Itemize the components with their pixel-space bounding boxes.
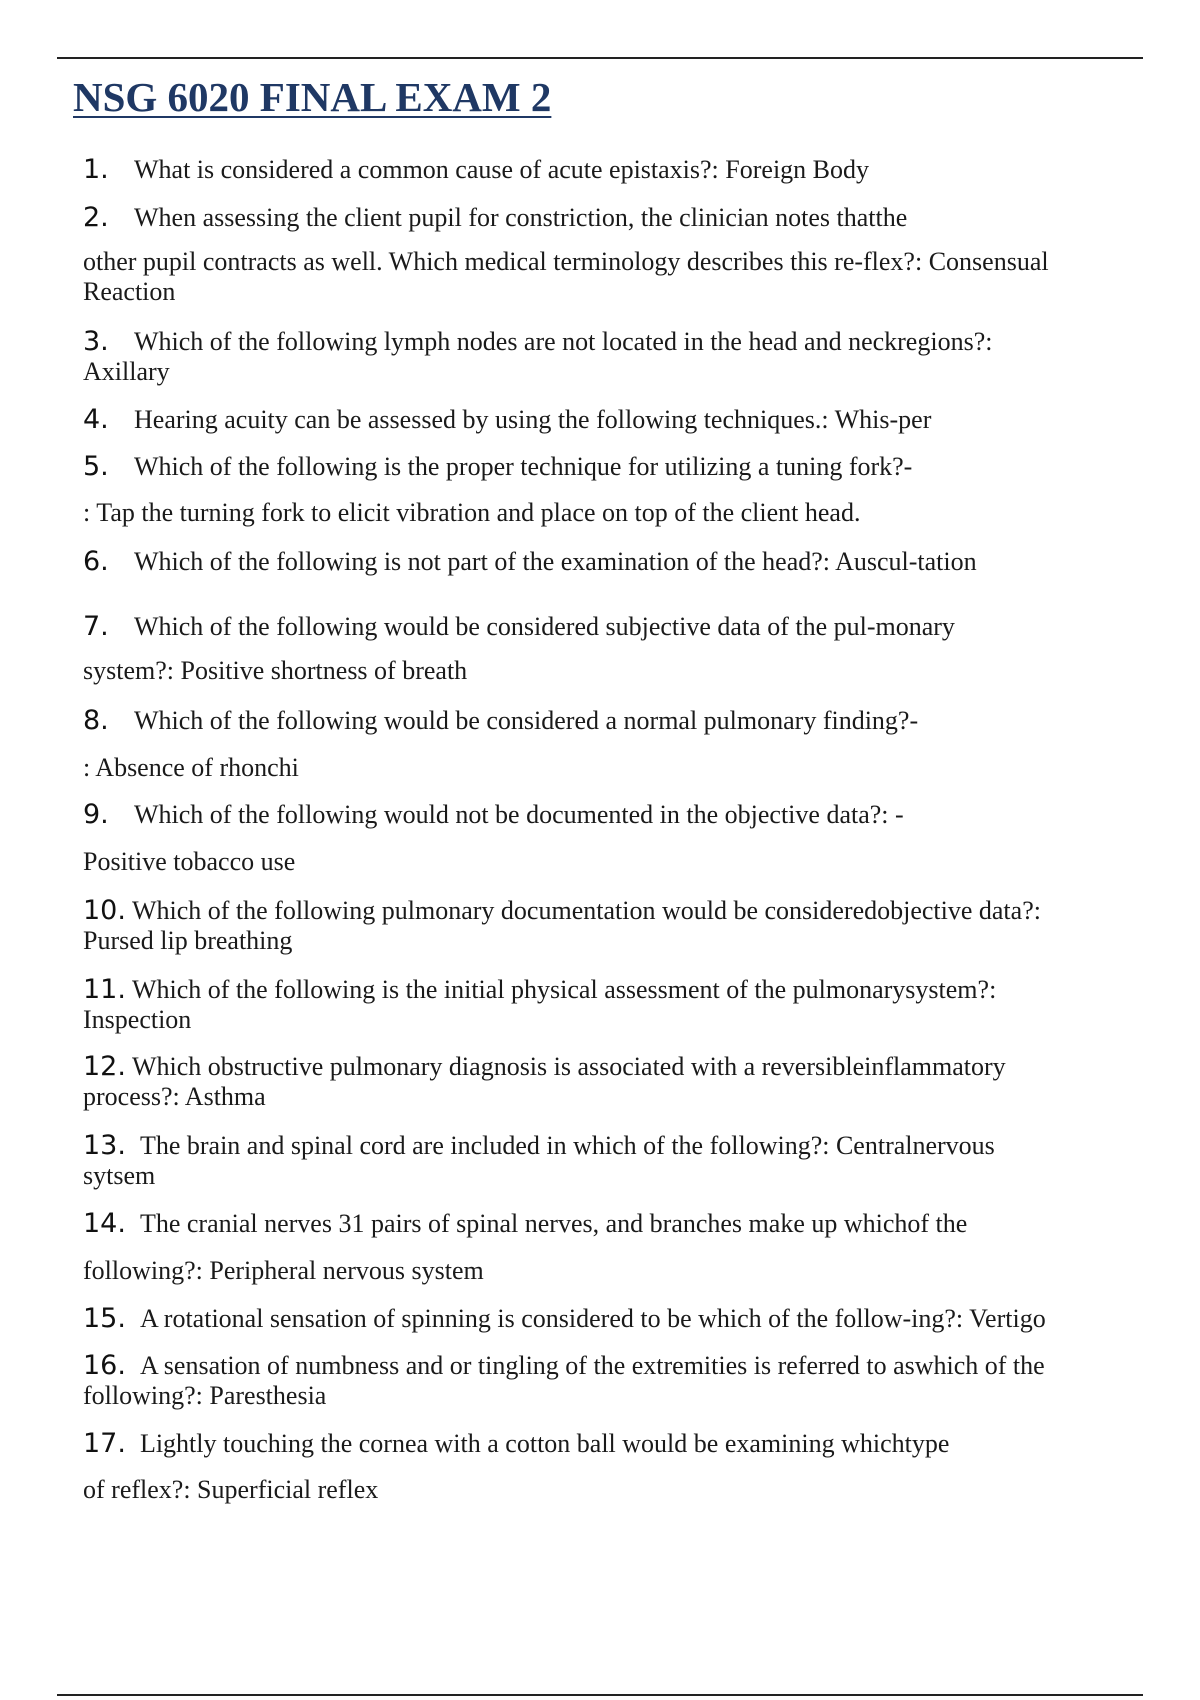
question-text: Which obstructive pulmonary diagnosis is associated with a reversibleinflammatory [131, 1052, 1006, 1081]
question-4 [83, 405, 1135, 435]
question-text: Hearing acuity can be assessed by using the following techniques.: Whis-per [134, 405, 932, 434]
question-14 [83, 1209, 1135, 1286]
question-number: 5. [83, 451, 109, 482]
question-text: The cranial nerves 31 pairs of spinal nerves, and branches make up whichof the [139, 1209, 968, 1238]
question-text-continued: following?: Peripheral nervous system [83, 1256, 484, 1285]
question-text: Which of the following is the proper technique for utilizing a tuning fork?- [134, 452, 913, 481]
question-text: Which of the following would not be documented in the objective data?: - [134, 800, 904, 829]
question-text-continued: process?: Asthma [83, 1082, 266, 1111]
question-number: 14. [83, 1208, 126, 1239]
question-text: When assessing the client pupil for constriction, the clinician notes thatthe [134, 203, 908, 232]
question-text: Which of the following is not part of the examination of the head?: Auscul-tation [134, 547, 977, 576]
question-text: A rotational sensation of spinning is considered to be which of the follow-ing?: Vertigo [139, 1304, 1046, 1333]
question-text: Lightly touching the cornea with a cotton ball would be examining whichtype [139, 1429, 950, 1458]
question-3 [83, 327, 1135, 387]
question-text-continued: Axillary [83, 357, 170, 386]
question-text-continued: sytsem [83, 1161, 156, 1190]
question-text-continued: : Tap the turning fork to elicit vibration and place on top of the client head. [83, 498, 861, 527]
document-title: NSG 6020 FINAL EXAM 2 [73, 74, 552, 120]
question-13 [83, 1131, 1135, 1191]
question-text: Which of the following is the initial physical assessment of the pulmonarysystem?: [131, 975, 997, 1004]
question-number: 7. [83, 611, 109, 642]
question-1 [83, 155, 1135, 185]
question-text: The brain and spinal cord are included in which of the following?: Centralnervous [139, 1131, 995, 1160]
question-number: 17. [83, 1428, 126, 1459]
question-text-continued: system?: Positive shortness of breath [83, 656, 468, 685]
question-text-continued: other pupil contracts as well. Which medical terminology describes this re-flex?: Consensual [83, 247, 1049, 276]
question-text: What is considered a common cause of acute epistaxis?: Foreign Body [134, 155, 870, 184]
question-12 [83, 1052, 1135, 1112]
question-text-continued: Positive tobacco use [83, 847, 296, 876]
question-text: Which of the following would be considered a normal pulmonary finding?- [134, 706, 919, 735]
question-text-continued: : Absence of rhonchi [83, 753, 299, 782]
question-text: Which of the following pulmonary documentation would be consideredobjective data?: [131, 896, 1041, 925]
question-number: 11. [83, 974, 126, 1005]
question-text: A sensation of numbness and or tingling of the extremities is referred to aswhich of the [139, 1351, 1045, 1380]
question-6 [83, 547, 1135, 577]
question-text-continued: of reflex?: Superficial reflex [83, 1475, 379, 1504]
bottom-rule [57, 1694, 1143, 1696]
question-number: 8. [83, 705, 109, 736]
question-8 [83, 706, 1135, 783]
question-number: 10. [83, 895, 126, 926]
question-15 [83, 1304, 1135, 1334]
question-17 [83, 1429, 1135, 1505]
question-number: 15. [83, 1303, 126, 1334]
question-text-continued: following?: Paresthesia [83, 1381, 327, 1410]
question-text-continued: Pursed lip breathing [83, 926, 293, 955]
question-7 [83, 612, 1135, 686]
question-5 [83, 452, 1135, 528]
question-16 [83, 1351, 1135, 1411]
question-number: 6. [83, 546, 109, 577]
question-number: 4. [83, 404, 109, 435]
question-number: 13. [83, 1130, 126, 1161]
question-number: 16. [83, 1350, 126, 1381]
question-11 [83, 975, 1135, 1035]
top-rule [57, 57, 1143, 59]
question-9 [83, 800, 1135, 877]
question-text: Which of the following lymph nodes are not located in the head and neckregions?: [134, 327, 993, 356]
question-text: Which of the following would be considered subjective data of the pul-monary [134, 612, 955, 641]
question-number: 9. [83, 799, 109, 830]
question-text-continued: Reaction [83, 277, 176, 306]
question-number: 1. [83, 154, 109, 185]
question-number: 2. [83, 202, 109, 233]
question-text-continued: Inspection [83, 1005, 192, 1034]
question-10 [83, 896, 1135, 956]
question-number: 12. [83, 1051, 126, 1082]
question-2 [83, 203, 1135, 307]
question-number: 3. [83, 326, 109, 357]
